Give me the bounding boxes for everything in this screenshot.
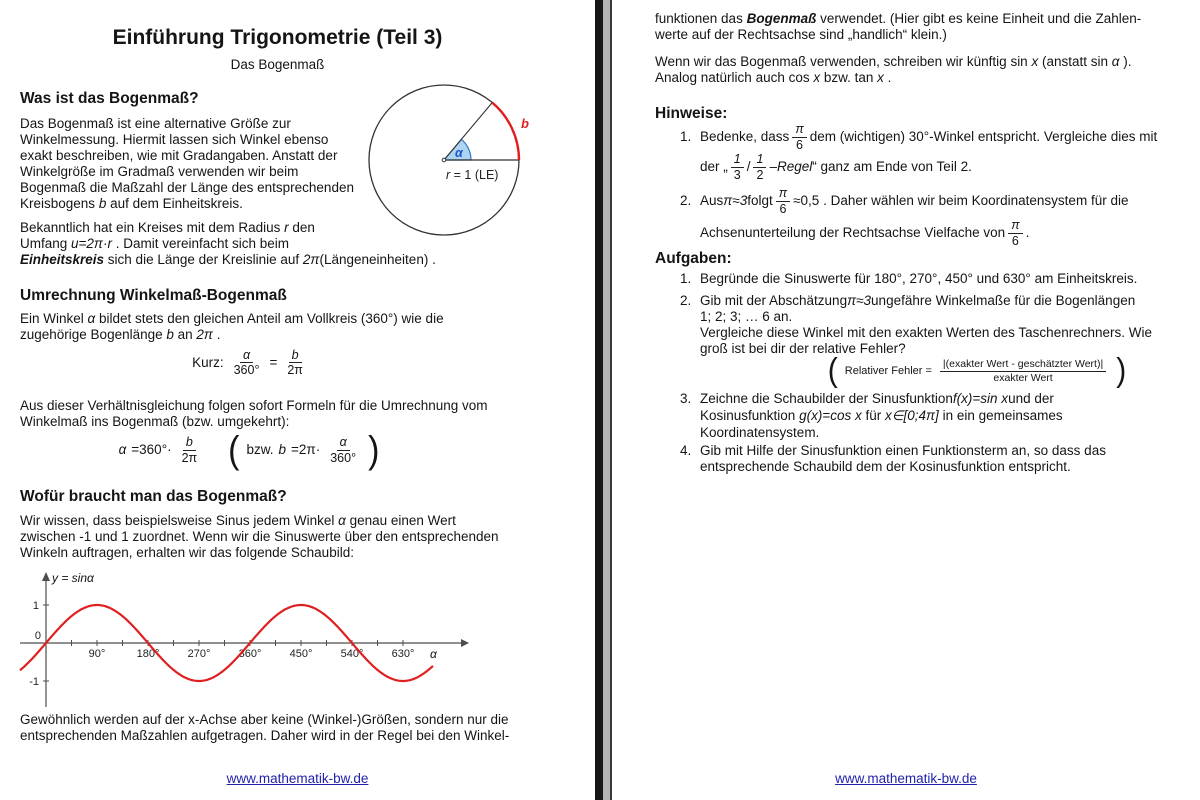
paragraph-line (20, 236, 436, 252)
paragraph-line: Aus dieser Verhältnisgleichung folgen sofort Formeln für die Umrechnung vom (20, 398, 488, 413)
fraction-num: 1 (753, 152, 766, 167)
math-2pi: 2π (302, 252, 320, 267)
hint-item-2-line2 (700, 218, 1029, 248)
close-paren: ) (1116, 351, 1127, 389)
page-divider-shadow (595, 0, 603, 800)
paragraph-line: zwischen -1 und 1 zuordnet. Wenn wir die Sinuswerte über den entsprechenden (20, 529, 499, 544)
cos-label: cos (788, 70, 814, 85)
text-segment: Umfang (20, 236, 72, 251)
fraction-den: 360° (233, 363, 260, 378)
text-segment: an (173, 327, 197, 342)
text-segment: Wenn wir das Bogenmaß verwenden, schreiben wir künftig (655, 54, 1011, 69)
fraction-den: 6 (779, 201, 787, 216)
paragraph-line: Winkelgröße im Gradmaß verwenden wir beim (20, 164, 299, 179)
text-segment: Gib mit der Abschätzung (700, 293, 848, 308)
text-segment: der „ (700, 159, 728, 174)
hint-item-1 (680, 122, 1157, 152)
heading-was-ist-das-bogenmass: Was ist das Bogenmaß? (20, 90, 199, 107)
svg-text:90°: 90° (88, 648, 106, 660)
text-segment: . (428, 252, 436, 267)
paragraph-line: Winkelmessung. Hiermit lassen sich Winkel ebenso (20, 132, 329, 147)
regel-emphasis: Regel (776, 159, 813, 174)
arc-b-label: b (521, 116, 529, 131)
chart-title: y = sinα (52, 571, 94, 585)
fraction-den: 2π (181, 450, 198, 465)
kurz-label: Kurz: (192, 354, 224, 370)
math-var-x: x (877, 70, 884, 85)
math-fraction-fehler (940, 358, 1106, 383)
task-item-2 (680, 293, 1135, 309)
page-title: Einführung Trigonometrie (Teil 3) (112, 26, 443, 49)
task-item-3 (680, 391, 1054, 407)
text-segment: . (1025, 225, 1030, 240)
math-fraction (232, 348, 262, 378)
text-segment: in ein gemeinsames (938, 408, 1063, 423)
math-var-b: b (98, 196, 107, 211)
alpha-label: α (455, 146, 463, 160)
website-link[interactable]: www.mathematik-bw.de (835, 771, 977, 786)
fraction-den: 6 (796, 137, 803, 152)
paragraph-verhaeltnis (20, 398, 488, 430)
paragraph-line (20, 311, 444, 327)
text-segment: folgt (747, 193, 773, 208)
task-item-1 (680, 271, 1137, 287)
text-segment: zugehörige Bogenlänge (20, 327, 167, 342)
paragraph-line (20, 252, 436, 268)
text-segment: auf dem Einheitskreis. (106, 196, 243, 211)
paragraph-line: entsprechenden Maßzahlen aufgetragen. Daher wird in der Regel bei den Winkel- (20, 728, 510, 743)
text-segment: . Damit vereinfacht sich beim (111, 236, 290, 251)
text-segment: (Längeneinheiten) (319, 252, 429, 267)
math-var-x: x (1031, 54, 1039, 69)
svg-text:540°: 540° (340, 648, 364, 660)
bzw-label: bzw. (246, 442, 274, 457)
paragraph-line (655, 11, 1141, 27)
fraction-num: π (776, 186, 790, 201)
math-domain: x∈[0;4π] (884, 408, 939, 423)
text-segment: verwendet. (Hier gibt es keine Einheit und die Zahlen- (816, 11, 1142, 26)
page-subtitle: Das Bogenmaß (230, 57, 325, 72)
paragraph-line (655, 70, 1131, 86)
formula-lhs: =360°· (131, 442, 172, 457)
text-segment: funktionen das (655, 11, 747, 26)
math-fraction (180, 435, 200, 465)
text-segment: Aus (700, 193, 724, 208)
text-segment: ≈0,5 . Daher wählen wir beim Koordinatensystem für die (793, 193, 1129, 208)
list-number: 3. (680, 391, 692, 406)
sine-curve-chart (18, 570, 488, 715)
paragraph-line (20, 327, 444, 343)
task-item-3-line3: Koordinatensystem. (700, 425, 820, 440)
chart-xlabel-alpha: α (430, 647, 437, 661)
math-var-b: b (166, 327, 174, 342)
footer-left (0, 770, 595, 788)
paragraph-line: Bogenmaß die Maßzahl der Länge des entsprechenden (20, 180, 354, 195)
math-alpha: α (87, 311, 96, 326)
math-umfang-formula: u=2π·r (71, 236, 112, 251)
sin-label: sin (1090, 54, 1112, 69)
fraction-den: 2π (287, 363, 303, 378)
footer-right (612, 770, 1200, 788)
fraction-num: π (792, 122, 806, 137)
hint-item-1-line2 (700, 152, 972, 182)
text-segment: bzw. (820, 70, 855, 85)
math-fraction-13 (731, 152, 744, 182)
tan-label: tan (854, 70, 878, 85)
text-segment: (anstatt (1038, 54, 1091, 69)
svg-text:-1: -1 (29, 676, 39, 688)
fraction-num: b (183, 435, 196, 450)
text-segment: Zeichne die Schaubilder der Sinusfunktion (700, 391, 953, 406)
task-item-2-line3: Vergleiche diese Winkel mit den exakten Werten des Taschenrechners. Wie (700, 325, 1152, 340)
math-g-cosx: g(x)=cos x (799, 408, 862, 423)
math-fraction-pi6 (792, 122, 806, 152)
math-var-r: r (284, 220, 289, 235)
list-number: 2. (680, 293, 692, 308)
text-segment: Bedenke, dass (700, 129, 790, 144)
paragraph-line: Gewöhnlich werden auf der x-Achse aber keine (Winkel-)Größen, sondern nur die (20, 712, 509, 727)
formula-relativer-fehler (742, 351, 1200, 389)
fraction-num: b (289, 348, 302, 363)
paragraph-line: werte auf der Rechtsachse sind „handlich“ klein.) (655, 27, 947, 42)
math-fraction (328, 435, 358, 465)
text-segment: für (861, 408, 885, 423)
text-segment: Wir wissen, dass beispielsweise Sinus jedem Winkel (20, 513, 339, 528)
dash: – (769, 159, 777, 174)
math-alpha: α (338, 513, 346, 528)
arc-b (492, 103, 519, 160)
text-segment: sich die Länge der Kreislinie auf (104, 252, 303, 267)
text-segment: und der (1008, 391, 1054, 406)
fraction-den: 3 (733, 167, 741, 182)
text-segment: ). (1119, 54, 1132, 69)
fraction-den: 6 (1011, 233, 1019, 248)
svg-text:450°: 450° (289, 648, 313, 660)
fraction-num: α (240, 348, 253, 363)
text-segment: Kosinusfunktion (700, 408, 800, 423)
task-item-4-line2: entsprechende Schaubild dem der Kosinusfunktion entspricht. (700, 459, 1071, 474)
open-paren: ( (228, 428, 240, 472)
equals-sign: = (269, 354, 278, 370)
radius-label (446, 168, 498, 182)
paragraph-gewoehnlich (20, 712, 509, 744)
paragraph-line (655, 54, 1131, 70)
svg-text:360°: 360° (238, 648, 262, 660)
fraction-den: 2 (756, 167, 764, 182)
paragraph-sinx (655, 54, 1131, 86)
svg-text:1: 1 (32, 600, 39, 612)
paragraph-line: Winkeln auftragen, erhalten wir das folgende Schaubild: (20, 545, 354, 560)
task-item-3-line2 (700, 408, 1063, 424)
task-text: Gib mit Hilfe der Sinusfunktion einen Funktionsterm an, so dass das (700, 443, 1106, 458)
task-item-2-line2: 1; 2; 3; … 6 an. (700, 309, 793, 324)
text-segment: Ein Winkel (20, 311, 88, 326)
math-fraction-pi6 (1008, 218, 1022, 248)
page-divider-gap (603, 0, 610, 800)
paragraph-line: Winkelmaß ins Bogenmaß (bzw. umgekehrt): (20, 414, 290, 429)
text-segment: Kreisbogens (20, 196, 99, 211)
paragraph-line (20, 220, 436, 236)
math-fraction (285, 348, 305, 378)
radius-label-r: r (446, 168, 451, 182)
fraction-num: α (337, 435, 350, 450)
website-link[interactable]: www.mathematik-bw.de (226, 771, 369, 786)
slash: / (746, 159, 751, 174)
list-number: 2. (680, 193, 692, 208)
radius-label-value: = 1 (LE) (450, 168, 499, 182)
paragraph-line: exakt beschreiben, wie mit Gradangaben. Anstatt der (20, 148, 338, 163)
list-number: 4. (680, 443, 692, 458)
formula-kurz (0, 348, 500, 378)
text-segment: ungefähre Winkelmaße für die Bogenlängen (871, 293, 1136, 308)
task-item-2-line4: groß ist bei dir der relative Fehler? (700, 341, 906, 356)
paragraph-sinus (20, 513, 499, 561)
text-segment: den (288, 220, 315, 235)
fehler-label: Relativer Fehler = (844, 365, 932, 377)
task-item-4 (680, 443, 1106, 459)
text-segment: bildet stets den gleichen Anteil am Vollkreis (360°) wie die (95, 311, 444, 326)
text-segment: “ ganz am Ende von Teil 2. (812, 159, 972, 174)
math-var-x: x (813, 70, 821, 85)
math-f-sinx: f(x)=sin x (952, 391, 1009, 406)
paragraph-definition (20, 116, 354, 212)
close-paren: ) (368, 428, 380, 472)
einheitskreis-emphasis: Einheitskreis (20, 252, 105, 267)
svg-text:180°: 180° (136, 648, 160, 660)
fraction-num: π (1008, 218, 1022, 233)
text-segment: Achsenunterteilung der Rechtsachse Vielfache von (700, 225, 1006, 240)
sin-label: sin (1010, 54, 1032, 69)
hint-item-2 (680, 186, 1128, 216)
fraction-den: 360° (330, 450, 357, 465)
text-segment: dem (wichtigen) 30°-Winkel entspricht. Vergleiche dies mit (809, 129, 1158, 144)
paragraph-line (20, 513, 499, 529)
paragraph-anteil (20, 311, 444, 343)
bogenmass-emphasis: Bogenmaß (746, 11, 817, 26)
svg-text:630°: 630° (391, 648, 415, 660)
math-alpha: α (1111, 54, 1120, 69)
task-text: Begründe die Sinuswerte für 180°, 270°, 450° und 630° am Einheitskreis. (700, 271, 1138, 286)
math-fraction-pi6 (776, 186, 790, 216)
heading-hinweise: Hinweise: (655, 105, 728, 122)
paragraph-umfang (20, 220, 436, 268)
fraction-num: 1 (731, 152, 744, 167)
text-segment: Analog natürlich auch (655, 70, 789, 85)
list-number: 1. (680, 271, 692, 286)
paragraph-line: Das Bogenmaß ist eine alternative Größe zur (20, 116, 291, 131)
page-right (612, 0, 1200, 800)
fraction-den: exakter Wert (993, 371, 1053, 384)
math-2pi: 2π (196, 327, 213, 342)
circle-center-dot (442, 158, 446, 162)
paragraph-line (20, 196, 354, 212)
open-paren: ( (827, 351, 838, 389)
heading-aufgaben: Aufgaben: (655, 250, 732, 267)
text-segment: . (883, 70, 892, 85)
text-segment: Bekanntlich hat ein Kreises mit dem Radius (20, 220, 285, 235)
math-fraction-12 (753, 152, 766, 182)
page-left (0, 0, 595, 800)
heading-wofuer: Wofür braucht man das Bogenmaß? (20, 488, 287, 505)
paragraph-funktionen (655, 11, 1141, 43)
svg-text:270°: 270° (187, 648, 211, 660)
math-pi-approx-3: π≈3 (723, 193, 748, 208)
formula-rhs: =2π· (291, 442, 321, 457)
heading-umrechnung: Umrechnung Winkelmaß-Bogenmaß (20, 287, 287, 304)
formula-umrechnung (0, 428, 500, 472)
math-alpha: α (118, 442, 127, 457)
fraction-num: |(exakter Wert - geschätzter Wert)| (940, 358, 1106, 371)
math-pi-approx-3: π≈3 (847, 293, 872, 308)
list-number: 1. (680, 129, 692, 144)
text-segment: genau einen Wert (345, 513, 456, 528)
svg-text:0: 0 (34, 630, 41, 642)
math-var-b: b (278, 442, 287, 457)
text-segment: . (212, 327, 221, 342)
